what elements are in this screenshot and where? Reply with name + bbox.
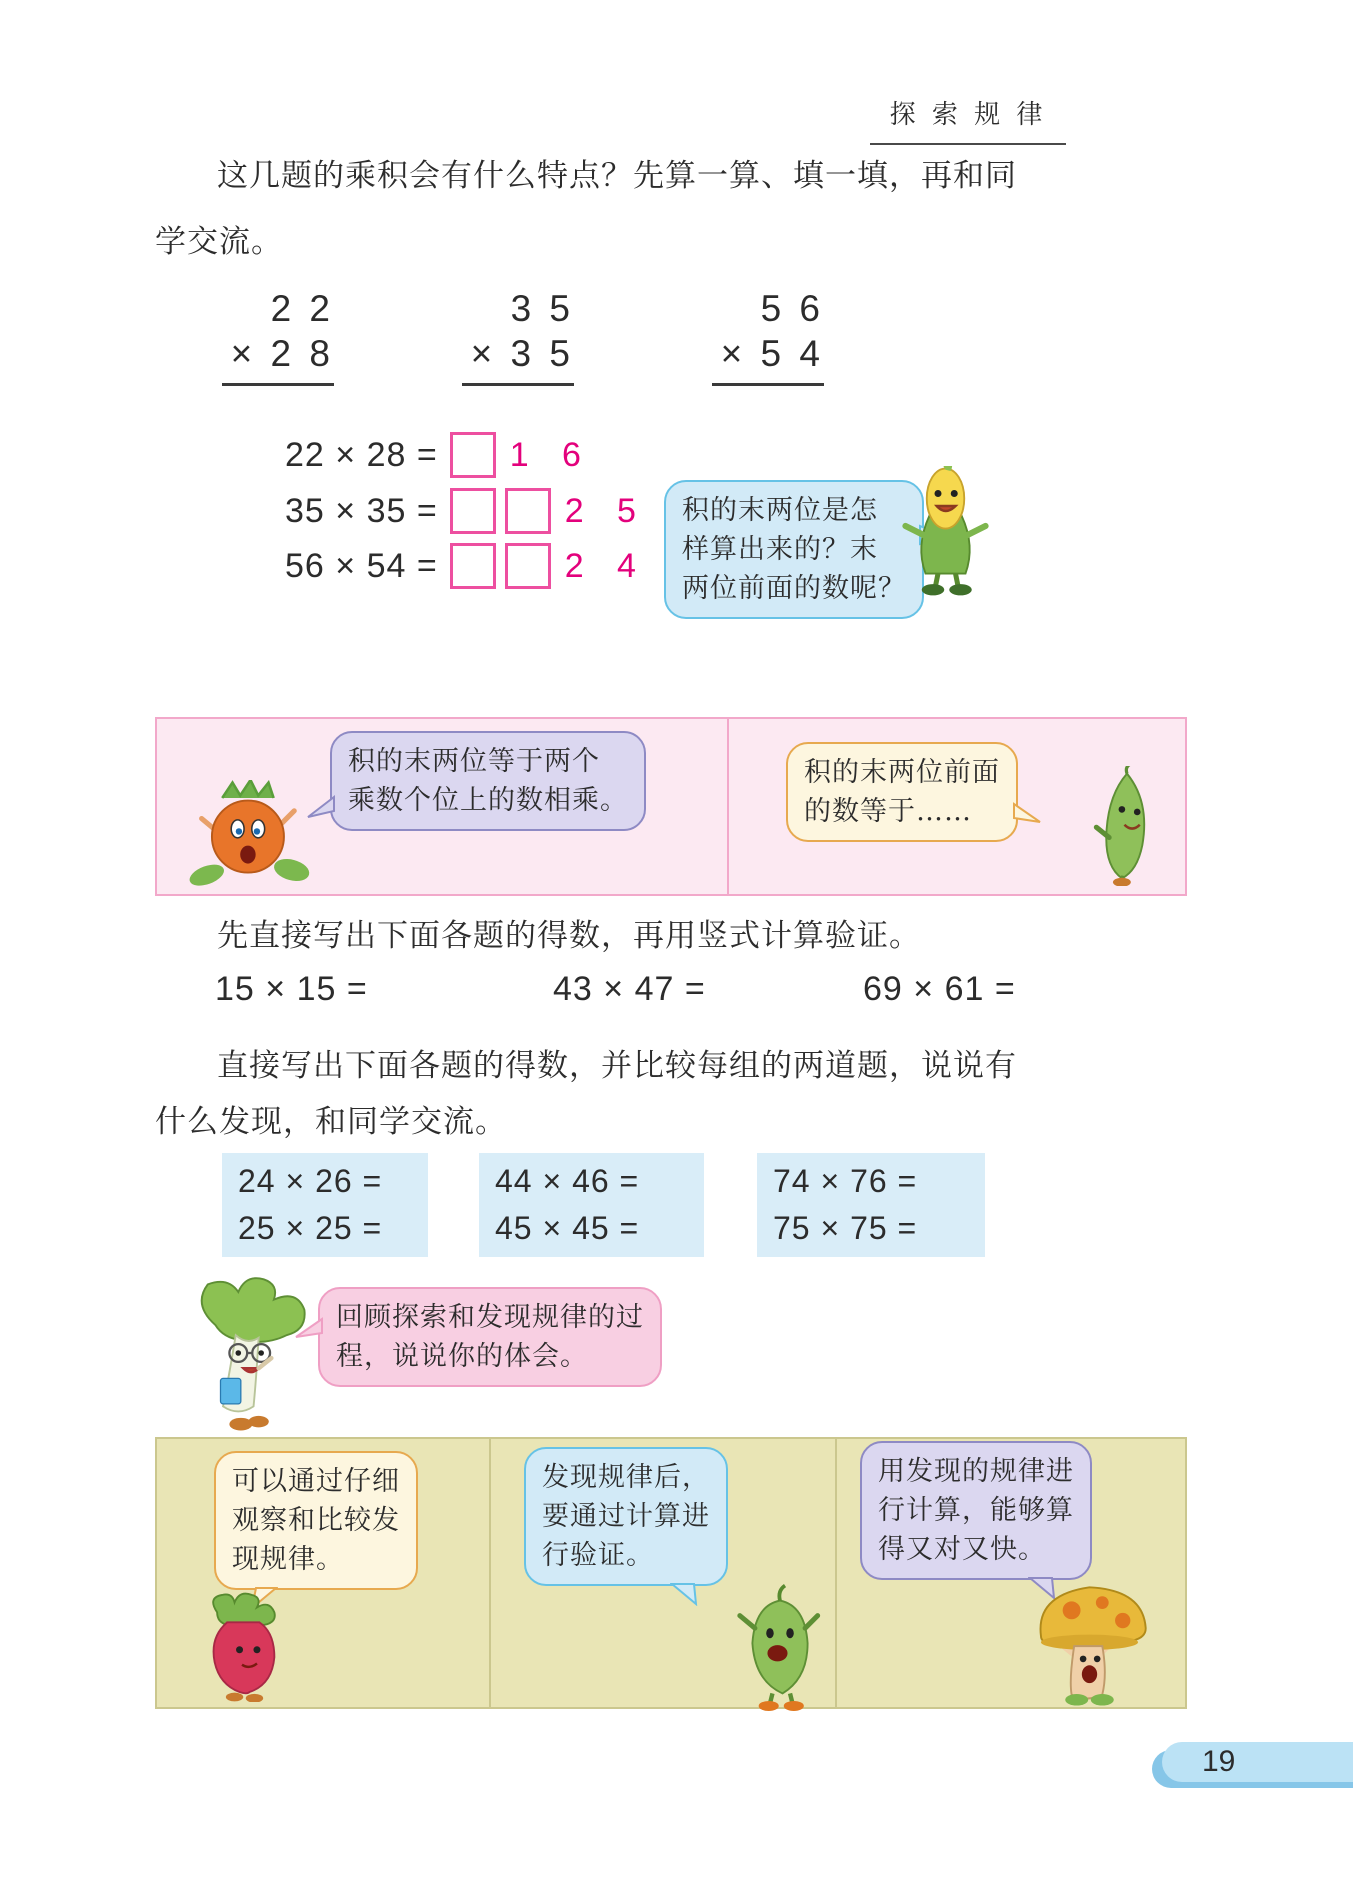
answer-box xyxy=(505,543,551,589)
exercise-row: 44 × 46 = xyxy=(495,1163,640,1199)
cabbage-speech-bubble xyxy=(318,1287,662,1387)
multiplicand-row: 3 5 xyxy=(510,288,574,329)
multiplicand-row: 2 2 xyxy=(270,288,334,329)
exercise-row: 45 × 45 = xyxy=(495,1210,640,1246)
answer-digits: 2 4 xyxy=(564,546,648,585)
fill-equation-3 xyxy=(285,541,648,591)
equation-expression: 22 × 28 = xyxy=(285,435,438,474)
corn-character xyxy=(898,466,993,596)
answer-box xyxy=(450,488,496,534)
exercise-box-2 xyxy=(479,1153,704,1257)
bubble-text-line: 两位前面的数呢？ xyxy=(682,573,906,604)
multiplier-row: × 5 4 xyxy=(720,333,824,374)
tomato-character xyxy=(183,780,318,888)
equation-expression: 56 × 54 = xyxy=(285,546,438,585)
exercise-row: 25 × 25 = xyxy=(238,1210,383,1246)
mushroom-speech-bubble xyxy=(860,1441,1092,1580)
bubble-text-line: 的数等于…… xyxy=(804,796,972,827)
cabbage-character xyxy=(190,1274,312,1432)
bubble-text-line: 现规律。 xyxy=(232,1544,344,1575)
intro-line-1: 这几题的乘积会有什么特点？先算一算、填一填，再和同 xyxy=(217,158,1017,194)
bubble-text-line: 可以通过仔细 xyxy=(232,1466,400,1497)
panel-divider xyxy=(727,719,729,894)
bubble-text-line: 积的末两位前面 xyxy=(804,757,1000,788)
bubble-text-line: 得又对又快。 xyxy=(878,1534,1046,1565)
page-header-title: 探 索 规 律 xyxy=(870,94,1066,145)
exercise-box-1 xyxy=(222,1153,428,1257)
verify-item-3: 69 × 61 = xyxy=(863,970,1016,1008)
speech-bubble-tail xyxy=(670,1582,698,1606)
pepper-speech-bubble xyxy=(524,1447,728,1586)
panel-divider xyxy=(489,1439,491,1707)
bubble-text-line: 乘数个位上的数相乘。 xyxy=(348,785,628,816)
answer-digits: 1 6 xyxy=(509,435,593,474)
bubble-text-line: 样算出来的？末 xyxy=(682,534,878,565)
bubble-text-line: 行计算，能够算 xyxy=(878,1495,1074,1526)
bean-speech-bubble xyxy=(786,742,1018,842)
answer-box xyxy=(450,543,496,589)
corn-speech-bubble xyxy=(664,480,924,619)
compare-instruction-line-1: 直接写出下面各题的得数，并比较每组的两道题，说说有 xyxy=(217,1048,1017,1084)
exercise-row: 74 × 76 = xyxy=(773,1163,918,1199)
bubble-text-line: 发现规律后， xyxy=(542,1462,710,1493)
bubble-text-line: 要通过计算进 xyxy=(542,1501,710,1532)
compare-instruction-line-2: 什么发现，和同学交流。 xyxy=(155,1104,507,1140)
verify-item-1: 15 × 15 = xyxy=(215,970,368,1008)
bubble-text-line: 程，说说你的体会。 xyxy=(336,1341,588,1372)
mushroom-character xyxy=(1022,1572,1157,1710)
multiplier-row: × 3 5 xyxy=(470,333,574,374)
speech-bubble-tail xyxy=(1012,800,1042,826)
exercise-row: 24 × 26 = xyxy=(238,1163,383,1199)
page-number-pill xyxy=(1162,1742,1353,1782)
bubble-text-line: 积的末两位是怎 xyxy=(682,495,878,526)
answer-box xyxy=(505,488,551,534)
green-pepper-character xyxy=(724,1583,836,1711)
fill-equation-2 xyxy=(285,486,648,536)
bubble-text-line: 行验证。 xyxy=(542,1540,654,1571)
bubble-text-line: 积的末两位等于两个 xyxy=(348,746,600,777)
verify-instruction: 先直接写出下面各题的得数，再用竖式计算验证。 xyxy=(217,918,921,954)
bean-pod-character xyxy=(1088,766,1166,886)
speech-bubble-tail xyxy=(306,793,336,819)
vertical-multiplication-3 xyxy=(712,286,824,386)
multiplier-row: × 2 8 xyxy=(230,333,334,374)
fill-equation-1 xyxy=(285,430,593,480)
radish-character xyxy=(196,1590,298,1702)
equation-expression: 35 × 35 = xyxy=(285,491,438,530)
vertical-multiplication-1 xyxy=(222,286,334,386)
vertical-multiplication-2 xyxy=(462,286,574,386)
verify-item-2: 43 × 47 = xyxy=(553,970,706,1008)
tomato-speech-bubble xyxy=(330,731,646,831)
answer-box xyxy=(450,432,496,478)
radish-speech-bubble xyxy=(214,1451,418,1590)
speech-bubble-tail xyxy=(294,1315,324,1341)
bubble-text-line: 用发现的规律进 xyxy=(878,1456,1074,1487)
bubble-text-line: 观察和比较发 xyxy=(232,1505,400,1536)
intro-line-2: 学交流。 xyxy=(155,224,283,260)
exercise-row: 75 × 75 = xyxy=(773,1210,918,1246)
page-number: 19 xyxy=(1202,1745,1236,1778)
exercise-box-3 xyxy=(757,1153,985,1257)
answer-digits: 2 5 xyxy=(564,491,648,530)
bubble-text-line: 回顾探索和发现规律的过 xyxy=(336,1302,644,1333)
multiplicand-row: 5 6 xyxy=(760,288,824,329)
